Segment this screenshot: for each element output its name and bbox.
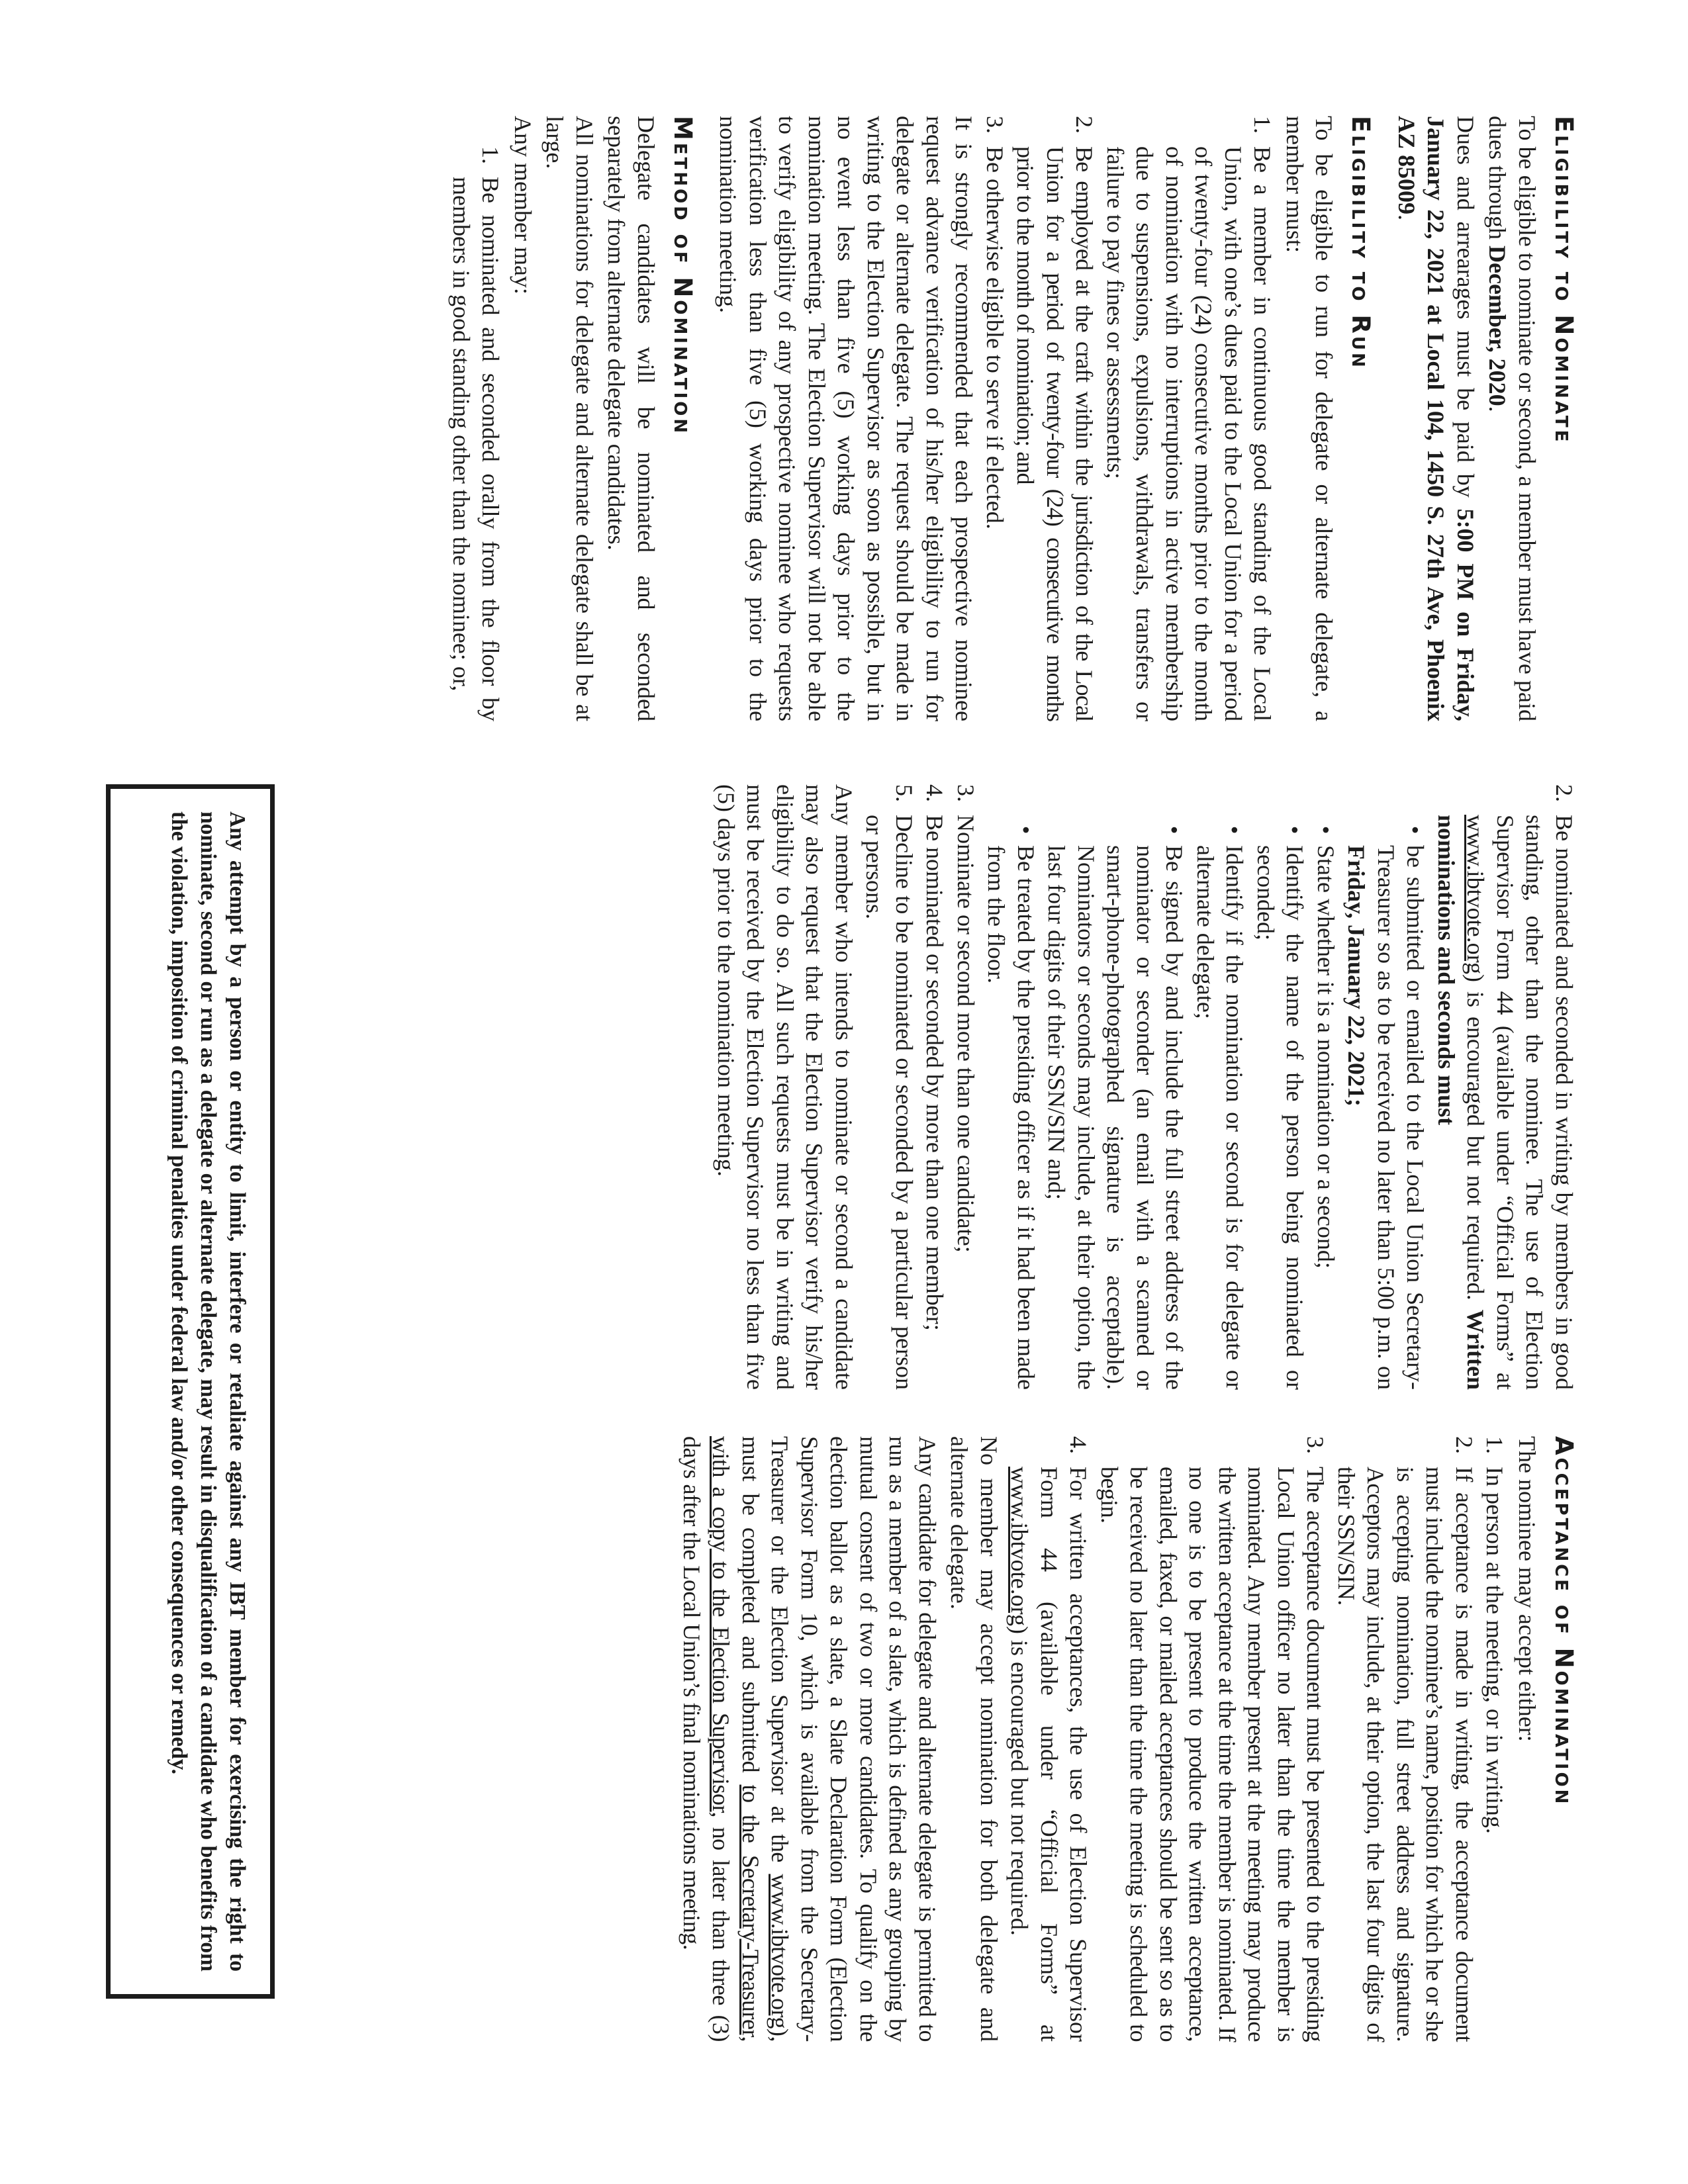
ibtvote-link[interactable]: www.ibtvote.org [1006,1467,1033,1626]
method-option-1: 1. Be nominated and seconded orally from the floor by members in good standing other than the nominee; or, [448,146,504,721]
bullet-item: • be submitted or emailed to the Local Union Secretary-Treasurer so as to be received no later than 5:00 p.m. on Friday, January 22, 2021; [1342,784,1430,1390]
bullet-icon: • [1313,825,1339,835]
column-middle [709,784,1579,1390]
heading-eligibility-to-run: Eligibility to Run [1346,116,1376,370]
slate-paragraph: Any candidate for delegate and alternate delegate is permitted to run as a member of a slate, which is defined as any grouping by mutual consent of two or more candidates. To qualify on the election ballot as a slate, a Slate Declaration Form (Election Supervisor Form 10, which is available from the Secretary-Treasurer or the Election Supervisor at the www.ibtvote.org), must be completed and submitted to the Secretary-Treasurer, with a copy to the Election Supervisor, no later than three (3) days after the Local Union’s final nominations meeting. [679,1436,941,2042]
column-left [445,116,1579,721]
bullet-item: • Identify the name of the person being nominated or seconded; [1251,784,1310,1390]
method-paragraph-2: All nominations for delegate and alternate delegate shall be at large. [541,116,598,721]
heading-eligibility-to-nominate: Eligibility to Nominate [1550,116,1578,445]
bullet-icon: • [1161,825,1188,835]
acceptance-option-1: 1. In person at the meeting, or in writing. [1481,1436,1509,1834]
run-requirement-2: 2. Be employed at the craft within the jurisdiction of the Local Union for a period of twenty-four (24) consecutive months prior to the month of nomination; and [1012,116,1098,721]
bullet-item: • Be treated by the presiding officer as if it had been made from the floor. [982,784,1041,1390]
bullet-icon: • [1221,825,1248,835]
bullet-item: • Be signed by and include the full street address of the nominator or seconder (an email with a scanned or smart-phone-photographed signature is acceptable). Nominators or seconds may include, at their option, the last four digits of their SSN/SIN and; [1042,784,1190,1390]
acceptance-option-2: 2. If acceptance is made in writing, the acceptance document must include the nominee’s name, position for which he or she is accepting nomination, full street address and signature. Acceptors may include, at their option, the last four digits of their SSN/SIN. [1333,1436,1477,2042]
method-paragraph-3: Any member may: [510,116,536,295]
heading-acceptance-of-nomination: Acceptance of Nomination [1550,1436,1578,1807]
run-requirement-1: 1. Be a member in continuous good standing of the Local Union, with one’s dues paid to the Local Union for a period of twenty-four (24) consecutive months prior to the month of nomination with no interruptions in active membership due to suspensions, expulsions, withdrawals, transfers or failure to pay fines or assessments; [1102,116,1276,721]
method-option-3: 3. Nominate or second more than one candidate; [953,784,979,1253]
method-option-5: 5. Decline to be nominated or seconded by a particular person or persons. [861,784,917,1390]
bullet-item: • State whether it is a nomination or a second; [1311,784,1341,1390]
run-intro: To be eligible to run for delegate or alternate delegate, a member must: [1282,116,1338,721]
method-option-2: 2. Be nominated and seconded in writing by members in good standing, other than the nominee. The use of Election Supervisor Form 44 (available under “Official Forms” at www.ibtvote.org) is encouraged but not required. Written nominations and seconds must [1433,784,1577,1390]
bullet-icon: • [1013,825,1039,835]
ibtvote-link[interactable]: www.ibtvote.org [767,1874,794,2028]
advance-verification-paragraph: It is strongly recommended that each prospective nominee request advance verification of his/her eligibility to run for delegate or alternate delegate. The request should be made in writing to the Election Supervisor as soon as possible, but in no event less than five (5) working days prior to the nomination meeting. The Election Supervisor will not be able to verify eligibility of any prospective nominee who requests verification less than five (5) working days prior to the nomination meeting. [715,116,978,721]
notice-text: Any attempt by a person or entity to limit, interfere or retaliate against any IBT member for exercising the right to nominate, second or run as a delegate or alternate delegate, may result in disqualification of a candidate who benefits from the violation, imposition of criminal penalties under federal law and/or other consequences or remedy. [167,811,250,1972]
column-right [675,1436,1579,2042]
bullet-item: • Identify if the nomination or second is for delegate or alternate delegate; [1191,784,1250,1390]
no-member-paragraph: No member may accept nomination for both delegate and alternate delegate. [946,1436,1002,2042]
acceptance-option-3: 3. The acceptance document must be presented to the presiding Local Union officer no later than the time the member is nominated. Any member present at the meeting may produce the written acceptance at the time the member is nominated. If no one is to be present to produce the written acceptance, emailed, faxed, or mailed acceptances should be sent so as to be received no later than the time the meeting is scheduled to begin. [1096,1436,1329,2042]
nominate-deadline-paragraph: Dues and arrearages must be paid by 5:00 PM on Friday, January 22, 2021 at Local 104, 1450 S. 27th Ave, Phoenix AZ 85009. [1393,116,1479,721]
run-requirement-3: 3. Be otherwise eligible to serve if elected. [982,116,1008,529]
heading-method-of-nomination: Method of Nomination [669,116,697,436]
nominate-dues-paragraph: To be eligible to nominate or second, a member must have paid dues through December, 2020. [1484,116,1540,721]
method-paragraph-1: Delegate candidates will be nominated and seconded separately from alternate delegate candidates. [603,116,659,721]
acceptance-option-4: 4. For written acceptances, the use of Election Supervisor Form 44 (available under “Official Forms” at www.ibtvote.org) is encouraged but not required. [1006,1436,1092,2042]
bullet-icon: • [1282,825,1309,835]
acceptance-intro: The nominee may accept either: [1514,1436,1540,1742]
bullet-icon: • [1402,825,1429,835]
method-option-4: 4. Be nominated or seconded by more than one member; [921,784,949,1331]
ibtvote-link[interactable]: www.ibtvote.org [1462,815,1489,974]
notice-box [106,784,275,1999]
method-closing-paragraph: Any member who intends to nominate or second a candidate may also request that the Election Supervisor verify his/her eligibility to do so. All such requests must be in writing and must be received by the Election Supervisor no less than five (5) days prior to the nomination meeting. [713,784,857,1390]
